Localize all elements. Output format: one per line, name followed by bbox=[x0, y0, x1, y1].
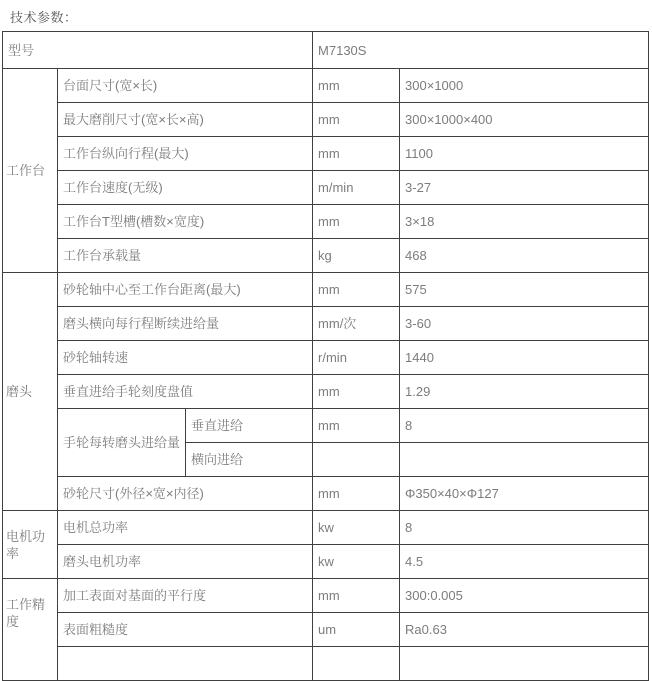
spec-value: 1.29 bbox=[400, 375, 649, 409]
spec-label-handwheel-feed: 手轮每转磨头进给量 bbox=[58, 409, 186, 477]
spec-unit bbox=[313, 443, 400, 477]
table-row-partial bbox=[3, 647, 649, 681]
model-value: M7130S bbox=[313, 32, 649, 69]
spec-value: 4.5 bbox=[400, 545, 649, 579]
table-row bbox=[3, 239, 649, 273]
spec-label: 磨头横向每行程断续进给量 bbox=[58, 307, 313, 341]
spec-value: 3×18 bbox=[400, 205, 649, 239]
table-row bbox=[3, 69, 649, 103]
spec-label: 工作台承载量 bbox=[58, 239, 313, 273]
table-row bbox=[3, 205, 649, 239]
spec-sublabel: 垂直进给 bbox=[186, 409, 313, 443]
spec-unit bbox=[313, 647, 400, 681]
spec-value: 300:0.005 bbox=[400, 579, 649, 613]
spec-unit: r/min bbox=[313, 341, 400, 375]
spec-unit: mm bbox=[313, 69, 400, 103]
spec-value: 1100 bbox=[400, 137, 649, 171]
table-row bbox=[3, 137, 649, 171]
table-row bbox=[3, 477, 649, 511]
group-cell-work-accuracy: 工作精度 bbox=[3, 579, 58, 647]
spec-unit: mm bbox=[313, 409, 400, 443]
spec-label bbox=[58, 647, 313, 681]
spec-label: 工作台速度(无级) bbox=[58, 171, 313, 205]
spec-value bbox=[400, 443, 649, 477]
spec-label: 砂轮尺寸(外径×宽×内径) bbox=[58, 477, 313, 511]
table-row bbox=[3, 171, 649, 205]
page-title: 技术参数： bbox=[10, 10, 78, 25]
group-cell-grinding-head: 磨头 bbox=[3, 273, 58, 511]
table-row bbox=[3, 511, 649, 545]
spec-value: 8 bbox=[400, 409, 649, 443]
spec-label: 电机总功率 bbox=[58, 511, 313, 545]
spec-unit: um bbox=[313, 613, 400, 647]
spec-unit: mm bbox=[313, 205, 400, 239]
spec-label: 工作台T型槽(槽数×宽度) bbox=[58, 205, 313, 239]
model-label: 型号 bbox=[3, 32, 313, 69]
spec-value: 300×1000 bbox=[400, 69, 649, 103]
spec-unit: mm bbox=[313, 273, 400, 307]
spec-value: Φ350×40×Φ127 bbox=[400, 477, 649, 511]
spec-label: 工作台纵向行程(最大) bbox=[58, 137, 313, 171]
spec-sublabel: 横向进给 bbox=[186, 443, 313, 477]
spec-value: 300×1000×400 bbox=[400, 103, 649, 137]
table-row bbox=[3, 273, 649, 307]
spec-value: 575 bbox=[400, 273, 649, 307]
spec-table bbox=[2, 31, 649, 681]
spec-value: Ra0.63 bbox=[400, 613, 649, 647]
spec-unit: kg bbox=[313, 239, 400, 273]
spec-label: 砂轮轴中心至工作台距离(最大) bbox=[58, 273, 313, 307]
table-row bbox=[3, 307, 649, 341]
spec-unit: mm bbox=[313, 103, 400, 137]
spec-label: 最大磨削尺寸(宽×长×高) bbox=[58, 103, 313, 137]
spec-label: 垂直进给手轮刻度盘值 bbox=[58, 375, 313, 409]
spec-unit: mm bbox=[313, 137, 400, 171]
group-cell-motor-power: 电机功率 bbox=[3, 511, 58, 579]
partial-group-cell bbox=[3, 647, 58, 681]
spec-label: 加工表面对基面的平行度 bbox=[58, 579, 313, 613]
spec-value: 3-60 bbox=[400, 307, 649, 341]
spec-unit: kw bbox=[313, 511, 400, 545]
spec-value: 1440 bbox=[400, 341, 649, 375]
table-row bbox=[3, 103, 649, 137]
spec-unit: kw bbox=[313, 545, 400, 579]
table-row bbox=[3, 579, 649, 613]
table-row bbox=[3, 341, 649, 375]
spec-value: 8 bbox=[400, 511, 649, 545]
table-row bbox=[3, 375, 649, 409]
spec-label: 表面粗糙度 bbox=[58, 613, 313, 647]
group-cell-worktable: 工作台 bbox=[3, 69, 58, 273]
table-row bbox=[3, 545, 649, 579]
spec-label: 砂轮轴转速 bbox=[58, 341, 313, 375]
spec-unit: mm bbox=[313, 477, 400, 511]
table-row bbox=[3, 409, 649, 443]
spec-value bbox=[400, 647, 649, 681]
spec-unit: mm bbox=[313, 579, 400, 613]
spec-value: 3-27 bbox=[400, 171, 649, 205]
spec-label: 台面尺寸(宽×长) bbox=[58, 69, 313, 103]
table-row bbox=[3, 613, 649, 647]
spec-label: 磨头电机功率 bbox=[58, 545, 313, 579]
table-row-model bbox=[3, 32, 649, 69]
spec-unit: mm/次 bbox=[313, 307, 400, 341]
spec-value: 468 bbox=[400, 239, 649, 273]
spec-unit: mm bbox=[313, 375, 400, 409]
spec-unit: m/min bbox=[313, 171, 400, 205]
